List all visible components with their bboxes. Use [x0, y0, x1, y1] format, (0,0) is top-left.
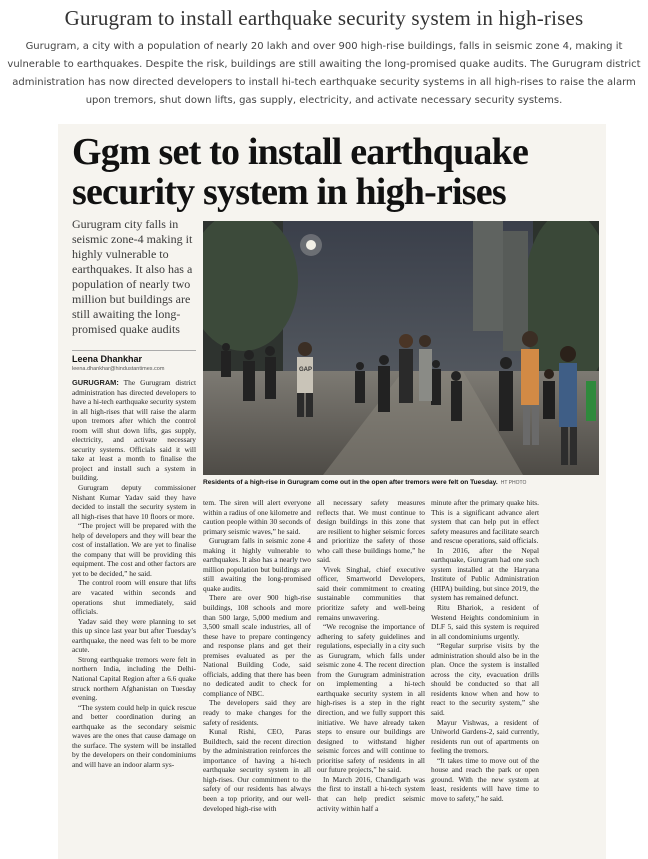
article-column-2 [203, 498, 311, 858]
column-paragraph: In March 2016, Chandigarh was the first to install a hi-tech system that can help predict seismic activity within half a [317, 774, 425, 813]
byline-divider [72, 350, 196, 351]
article-column-1 [72, 378, 196, 858]
column-paragraph: “The system could help in quick rescue and better coordination during an earthquake as the secondary seismic waves are the ones that cause damage on the surface. The system will be installed by the developers on their condominiums and will have an indoor alarm sys- [72, 702, 196, 769]
article-headline: Ggm set to install earthquake security system in high-rises [72, 131, 529, 213]
column-paragraph: The control room will ensure that lifts are vacated within seconds and operations shut immediately, said officials. [72, 578, 196, 617]
article-column-4 [431, 498, 539, 858]
byline-email: leena.dhankhar@hindustantimes.com [72, 366, 165, 372]
column-paragraph: “We recognise the importance of adhering to safety guidelines and regulations, especially in a city such as Gurugram, which falls under seismic zone 4. The recent direction from the Gurugram administration on implementing a hi-tech earthquake security system in all high-rises is a step in the right direction, and we fully support this initiative. We have already taken steps to ensure our buildings are designed to withstand higher seismic forces and will continue to prioritise safety of residents in all our future projects,” he said. [317, 622, 425, 775]
column-paragraph: Ritu Bhariok, a resident of Westend Heights condominium in DLF 5, said this system is required in all condominiums urgently. [431, 603, 539, 641]
column-paragraph: Mayur Vishwas, a resident of Uniworld Gardens-2, said currently, residents run out of apartments on feeling the tremors. [431, 717, 539, 756]
byline-author: Leena Dhankhar [72, 354, 143, 364]
column-paragraph: Vivek Singhal, chief executive officer, Smartworld Developers, said their commitment to creating sustainable communities that prioritize safety and well-being remains unwavering. [317, 564, 425, 622]
dateline: GURUGRAM: [72, 378, 119, 387]
article-photo [203, 221, 599, 475]
column-paragraph: “Regular surprise visits by the administration should also be in the plan. Once the system is installed across the city, evacuation drills should be conducted so that all residents know when and how to react to the security system,” she said. [431, 641, 539, 718]
shirt-signage: GAP [299, 367, 313, 373]
article-column-3 [317, 498, 425, 858]
photo-caption [203, 478, 599, 492]
column-paragraph: Yadav said they were planning to set this up since last year but after Tuesday’s earthquake, the need was felt to be more acute. [72, 616, 196, 655]
photo-credit: HT PHOTO [500, 480, 527, 486]
column-paragraph: In 2016, after the Nepal earthquake, Gurugram had one such system installed at the Haryana Institute of Public Administration (HIPA) building, but since 2019, the system has remained defunct. [431, 545, 539, 603]
column-paragraph: Gurugram falls in seismic zone 4 making it highly vulnerable to earthquakes. It also has a nearly two million population but buildings are still awaiting the long-promised quake audits. [203, 536, 311, 593]
column-paragraph: “It takes time to move out of the house and reach the park or open ground. With the new system at least, residents will have time to move to safety,” he said. [431, 755, 539, 803]
column-paragraph: “The project will be prepared with the help of developers and they will bear the cost of installation. We are yet to finalise the company that will be providing this equipment. The cost and other factors are yet to be decided,” he said. [72, 521, 196, 578]
column-paragraph: There are over 900 high-rise buildings, 108 schools and more than 500 large, 5,000 medium and 3,500 small scale industries, all of these have to prepare contingency and response plans and get their premises evaluated as per the National Building Code, said officials, adding that there has been no dedicated audit to check for compliance of NBC. [203, 593, 311, 698]
column-paragraph: all necessary safety measures reflects that. We must continue to design buildings in this zone that are resilient to higher seismic forces and prioritize the safety of those who call these buildings home,” he said. [317, 498, 425, 565]
page-title: Gurugram to install earthquake security system in high-rises [64, 6, 584, 30]
page-summary: Gurugram, a city with a population of nearly 20 lakh and over 900 high-rise buildings, falls in seismic zone 4, making it vulnerable to earthquakes. Despite the risk, buildings are still awaiting the long-promised quake audits. The Gurugram district administration has now directed developers to install hi-tech earthquake security systems in all high-rises to raise the alarm upon tremors, shut down lifts, gas supply, electricity, and activate necessary security systems. [7, 41, 641, 106]
column-paragraph: The Gurugram district administration has directed developers to have a hi-tech earthquake security system in all high-rises that will raise the alarm upon tremors after which the control room will shut down lifts, gas supply, electricity, and activate necessary security systems. Officials said it will take at least a month to finalise the project and install such a system in building. [72, 378, 196, 483]
column-paragraph: Strong earthquake tremors were felt in northern India, including the Delhi-National Capital Region after a 6.6 quake struck northern Afghanistan on Tuesday evening. [72, 654, 196, 703]
column-paragraph: Gurugram deputy commissioner Nishant Kumar Yadav said they have decided to install the security system in all high-rises that have 10 floors or more. [72, 483, 196, 521]
column-paragraph: Kunal Rishi, CEO, Paras Buildtech, said the recent direction by the administration reinforces the importance of having a hi-tech earthquake security system in all high-rises. Our commitment to the safety of our residents has always been a top priority, and our well-developed high-rise with [203, 727, 311, 813]
column-paragraph: The developers said they are ready to make changes for the safety of residents. [203, 698, 311, 727]
article-standfirst: Gurugram city falls in seismic zone-4 making it highly vulnerable to earthquakes. It also has a population of nearly two million but buildings are still awaiting the long-promised quake audits [72, 217, 193, 336]
photo-caption-text: Residents of a high-rise in Gurugram come out in the open after tremors were felt on Tuesday. [203, 479, 498, 486]
column-paragraph: minute after the primary quake hits. This is a significant advance alert system that can help put in effect safety measures and facilitate search and rescue operations, said officials. [431, 498, 539, 546]
newspaper-clipping [58, 124, 606, 859]
column-paragraph: tem. The siren will alert everyone within a radius of one kilometre and caution people within 30 seconds of primary seismic waves,” he said. [203, 498, 311, 536]
